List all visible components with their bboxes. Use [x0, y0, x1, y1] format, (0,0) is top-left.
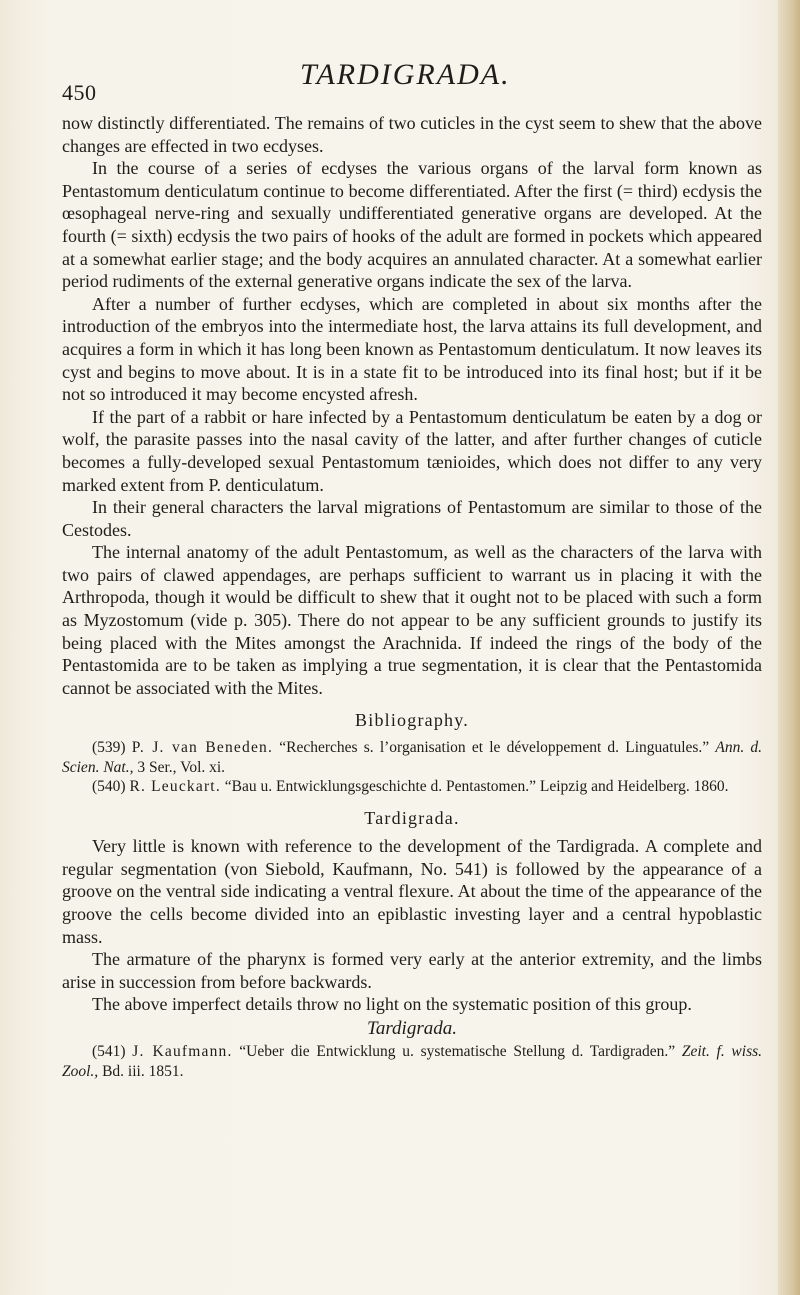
- reference-journal: Ann. d. Scien. Nat.,: [62, 739, 763, 776]
- page-edge: [778, 0, 800, 1295]
- paragraph-tardigrada-segmentation: Very little is known with reference to the development of the Tardigrada. A complete and regular segmentation (von Siebold, Kaufmann, No. 541) is followed by the appearance of a groove on the ventral side indicating a ventral flexure. At about the time of the appearance of the groove the cells become divided into an epiblastic investing layer and a central hypoblastic mass.: [62, 836, 762, 947]
- reference-number: (539): [92, 739, 126, 757]
- paragraph-cestodes: In their general characters the larval migrations of Pentastomum are similar to those of the Cestodes.: [62, 497, 762, 540]
- reference-journal: Zeit. f. wiss. Zool.,: [62, 1043, 763, 1080]
- tardigrada-heading: Tardigrada.: [364, 807, 460, 828]
- tardigrada-subtitle: Tardigrada.: [367, 1017, 457, 1039]
- running-head: TARDIGRADA.: [300, 58, 511, 91]
- reference-541: [62, 1042, 762, 1081]
- reference-title: “Bau u. Entwicklungsgeschichte d. Pentastomen.” Leipzig and Heidelberg. 1860.: [224, 778, 729, 796]
- paragraph-tardigrada-position: The above imperfect details throw no light on the systematic position of this group.: [92, 994, 692, 1015]
- reference-number: (540): [92, 778, 126, 796]
- page-number: 450: [62, 80, 97, 105]
- reference-author: R. Leuckart.: [129, 778, 221, 796]
- reference-author: J. Kaufmann.: [132, 1043, 233, 1061]
- reference-volume: Bd. iii. 1851.: [102, 1062, 184, 1080]
- bibliography-heading: Bibliography.: [355, 710, 469, 731]
- reference-volume: 3 Ser., Vol. xi.: [137, 758, 226, 776]
- paragraph-cyst-cuticles: now distinctly differentiated. The remains of two cuticles in the cyst seem to shew that the above changes are effected in two ecdyses.: [62, 113, 762, 156]
- paragraph-tardigrada-pharynx: The armature of the pharynx is formed very early at the anterior extremity, and the limbs arise in succession from before backwards.: [62, 949, 762, 992]
- paragraph-development: After a number of further ecdyses, which are completed in about six months after the introduction of the embryos into the intermediate host, the larva attains its full development, and acquires a form in which it has long been known as Pentastomum denticulatum. It now leaves its cyst and begins to move about. It is in a state fit to be introduced into its final host; but if it be not so introduced it may become encysted afresh.: [62, 293, 762, 405]
- paragraph-ecdyses: In the course of a series of ecdyses the various organs of the larval form known as Pentastomum denticulatum continue to become differentiated. After the first (= third) ecdysis the œsophageal nerve-ring and sexually undifferentiated generative organs are developed. At the fourth (= sixth) ecdysis the two pairs of hooks of the adult are formed in pockets which appeared at a somewhat earlier stage; and the body acquires an annulated character. At a somewhat earlier period rudiments of the external generative organs indicate the sex of the larva.: [62, 158, 762, 292]
- page-body: [62, 112, 762, 1081]
- reference-title: “Recherches s. l’organisation et le développement d. Linguatules.”: [279, 739, 710, 757]
- paragraph-final-host: If the part of a rabbit or hare infected by a Pentastomum denticulatum be eaten by a dog or wolf, the parasite passes into the nasal cavity of the latter, and after further changes of cuticle becomes a fully-developed sexual Pentastomum tænioides, which does not differ to any very marked extent from P. denticulatum.: [62, 406, 762, 495]
- reference-number: (541): [92, 1043, 126, 1061]
- reference-author: P. J. van Beneden.: [131, 739, 274, 757]
- paragraph-anatomy: The internal anatomy of the adult Pentastomum, as well as the characters of the larva with two pairs of clawed appendages, are perhaps sufficient to warrant us in placing it with the Arthropoda, though it would be difficult to shew that it ought not to be placed with such a form as Myzostomum (vide p. 305). There do not appear to be any sufficient grounds to justify its being placed with the Mites amongst the Arachnida. If indeed the rings of the body of the Pentastomida are to be taken as implying a true segmentation, it is clear that the Pentastomida cannot be associated with the Mites.: [62, 542, 762, 698]
- reference-title: “Ueber die Entwicklung u. systematische Stellung d. Tardigraden.”: [239, 1043, 676, 1061]
- reference-540: [62, 777, 762, 797]
- reference-539: [62, 738, 762, 777]
